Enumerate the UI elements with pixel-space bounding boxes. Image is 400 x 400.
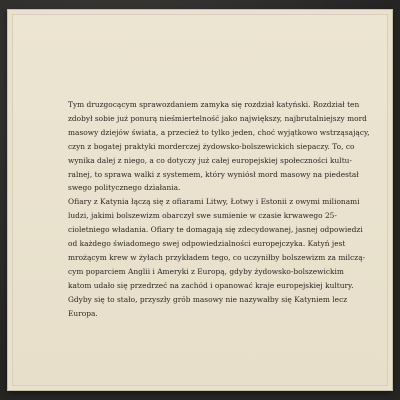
text-line: masowy dziejów świata, a przecież to tylko jeden, choć wyjątkowo wstrząsający,	[68, 127, 370, 137]
text-line: wynika dalej z niego, a co dotyczy już całej europejskiej społeczności kultu-	[68, 155, 352, 165]
paragraph-2	[68, 195, 366, 320]
text-line: od każdego świadomego swej odpowiedzialności europejczyka. Katyń jest	[68, 239, 346, 249]
text-line: Ofiary z Katynia łączą się z ofiarami Litwy, Łotwy i Estonii z owymi milionami	[68, 197, 360, 207]
text-line: mrożącym krew w żyłach przykładem tego, co uczyniłby bolszewizm za milczą-	[68, 252, 366, 262]
paragraph-1	[68, 98, 370, 195]
text-line: cioletniego władania. Ofiary te domagają się zdecydowanej, jasnej odpowiedzi	[68, 225, 363, 235]
text-line: ludzi, jakimi bolszewizm obarczył swe sumienie w czasie krwawego 25-	[68, 211, 337, 221]
text-line: Tym druzgocącym sprawozdaniem zamyka się rozdział katyński. Rozdział ten	[68, 100, 360, 109]
text-line: Gdyby się to stało, przyszły grób masowy nie nazywałby się Katyniem lecz	[68, 294, 348, 304]
text-line: swego politycznego działania.	[68, 183, 181, 193]
text-line: Europa.	[68, 308, 98, 318]
text-line: katom udało się przedrzeć na zachód i opanować kraje europejskiej kultury.	[68, 280, 354, 290]
body-text	[68, 98, 370, 321]
text-line: cym poparciem Anglii i Ameryki z Europą, gdyby żydowsko-bolszewickim	[68, 266, 344, 276]
text-line: ralnej, to sprawa walki z systemem, który wyniósł mord masowy na piedestał	[68, 169, 359, 179]
text-line: zdobył sobie już ponurą nieśmiertelność jako największy, najbrutalniejszy mord	[68, 113, 367, 123]
text-line: czyn z bogatej praktyki morderczej żydowsko-bolszewickich siepaczy. To, co	[68, 141, 355, 151]
